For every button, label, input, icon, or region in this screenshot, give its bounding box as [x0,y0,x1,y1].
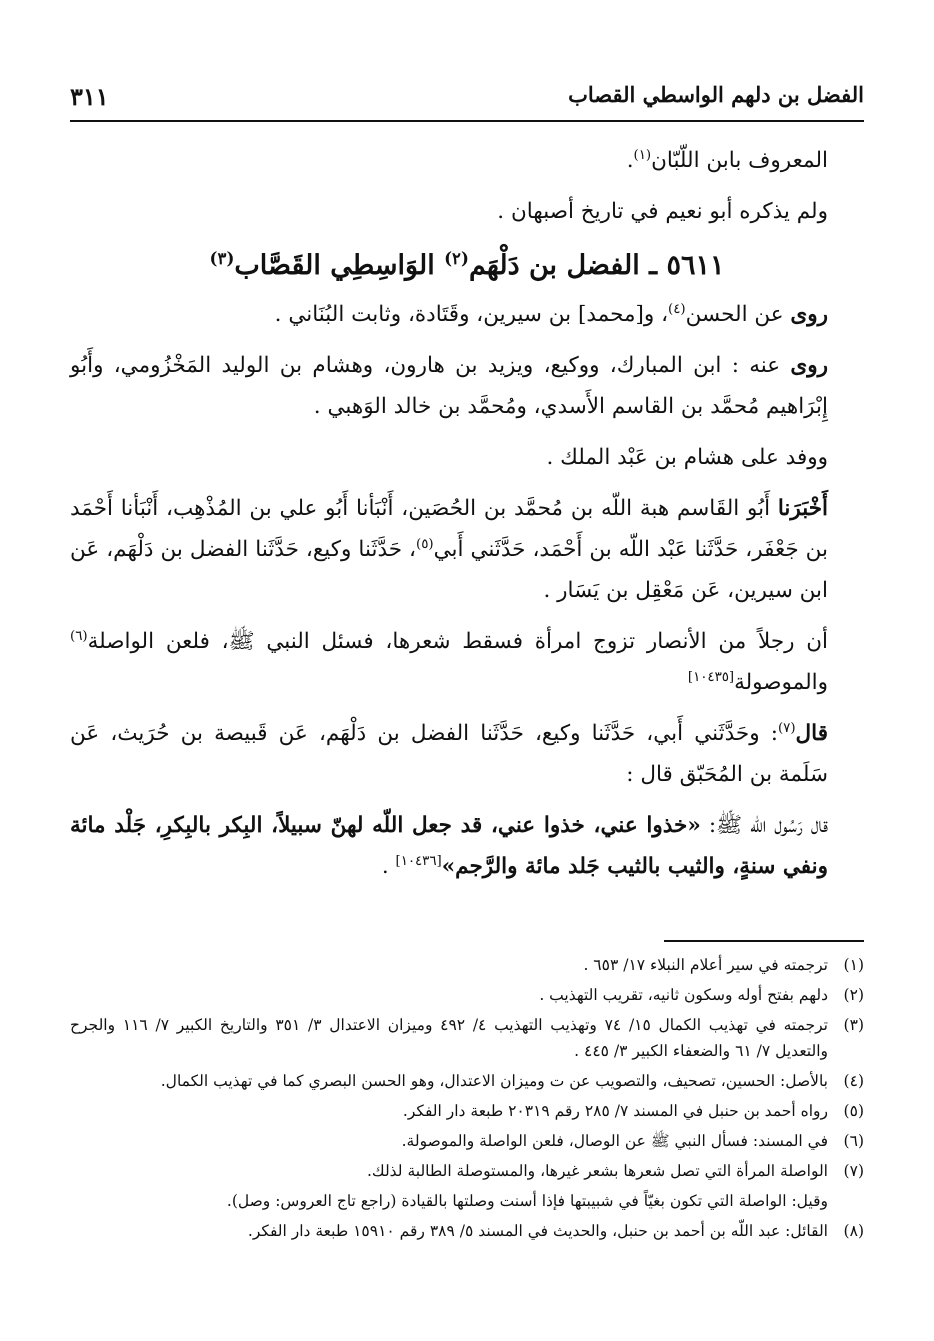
paragraph-hadith-2 [70,805,864,887]
footnote-ref-5: (٥) [416,536,434,552]
footnote-number: (٤) [843,1072,864,1090]
hadith-ref-10436: [١٠٤٣٦] [395,853,442,869]
isnad-1-lead: أَخْبَرَنا [777,496,828,521]
paragraph-isnad-2 [70,713,864,795]
hadith-ref-10435: [١٠٤٣٥] [687,669,735,685]
footnote-divider [664,940,864,942]
narrated-from-lead: روى [790,302,828,327]
footnote-text: الواصلة المرأة التي تصل شعرها بشعر غيرها، والمستوصلة الطالبة لذلك. [366,1162,828,1180]
hadith-2-a: قال رَسُول اللّه ﷺ: [700,813,828,838]
running-header [70,76,864,122]
footnote-ref-3: (٣) [209,248,235,268]
footnote-number: (١) [843,956,864,974]
footnote-ref-1: (١) [633,147,652,163]
running-title: الفضل بن دلهم الواسطي القصاب [568,82,864,107]
entry-heading-prefix: ٥٦١١ ـ الفضل بن دَلْهَم [468,250,725,281]
footnote-number: (٣) [843,1016,864,1034]
footnote-text: ترجمته في سير أعلام النبلاء ١٧/ ٦٥٣ . [583,956,828,974]
narrators-lead: روى [790,353,828,378]
footnote-number: (٥) [843,1102,864,1120]
footnote-ref-2: (٢) [444,248,469,268]
isnad-2-text: : وحَدَّثَني أَبي، حَدَّثَنا وكيع، حَدَّثَنا الفضل بن دَلْهَم، عَن قَبيصة بن حُرَيث، عَن سَلَمة بن المُحَبّق قال : [70,721,828,787]
hadith-2-quote: «خذوا عني، خذوا عني، قد جعل اللّه لهنّ سبيلاً، البِكر بالبِكرِ، جَلْد مائة ونفي سنةٍ، والثيب بالثيب جَلد مائة والرَّجم» [70,813,828,879]
isnad-1-b: ، حَدَّثَنا وكيع، حَدَّثَنا الفضل بن دَلْهَم، عَن ابن سيرين، عَن مَعْقِل بن يَسَار . [70,537,828,603]
footnote-text: ترجمته في تهذيب الكمال ١٥/ ٧٤ وتهذيب التهذيب ٤/ ٤٩٢ وميزان الاعتدال ٣/ ٣٥١ والتاريخ الكبير ٧/ ١١٦ والجرح والتعديل ٧/ ٦١ والضعفاء الكبير ٣/ ٤٤٥ . [70,1016,828,1060]
paragraph-isnad-1 [70,488,864,611]
footnote-text: دلهم بفتح أوله وسكون ثانيه، تقريب التهذيب . [539,986,828,1004]
footnote-item [70,1158,864,1184]
entry-heading [70,242,864,290]
footnote-item [70,1068,864,1094]
entry-heading-middle: الوَاسِطِي القَصَّاب [234,250,445,281]
footnote-text: في المسند: فسأل النبي ﷺ عن الوصال، فلعن الواصلة والموصولة. [401,1132,828,1150]
paragraph-hadith-1 [70,621,864,703]
footnote-ref-6: (٦) [70,628,88,644]
footnote-number: (٨) [843,1222,864,1240]
footnote-item [70,1098,864,1124]
footnote-item [70,982,864,1008]
footnote-number: (٦) [843,1132,864,1150]
paragraph-2: ولم يذكره أبو نعيم في تاريخ أصبهان . [497,199,828,224]
footnote-text: رواه أحمد بن حنبل في المسند ٧/ ٢٨٥ رقم ٢٠٣١٩ طبعة دار الفكر. [402,1102,828,1120]
narrated-from-a: عن الحسن [685,302,791,327]
footnote-number: (٧) [843,1162,864,1180]
narrators-text: عنه : ابن المبارك، ووكيع، ويزيد بن هارون، وهشام بن الوليد المَخْزُومي، وأَبُو إِبْرَاهيم مُحمَّد بن القاسم الأَسدي، ومُحمَّد بن خالد الوَهبي . [70,353,828,419]
paragraph-5: ووفد على هشام بن عَبْد الملك . [546,445,828,470]
footnote-text: القائل: عبد اللّه بن أحمد بن حنبل، والحديث في المسند ٥/ ٣٨٩ رقم ١٥٩١٠ طبعة دار الفكر. [247,1222,828,1240]
hadith-1-b: والموصولة [734,670,828,695]
main-text [70,140,864,897]
paragraph-narrators [70,345,864,427]
paragraph-narrated-from [70,294,864,335]
footnote-ref-7: (٧) [777,720,796,736]
footnote-text: بالأصل: الحسين، تصحيف، والتصويب عن ت وميزان الاعتدال، وهو الحسن البصري كما في تهذيب الكمال. [160,1072,828,1090]
isnad-2-lead: قال [795,721,828,746]
footnote-ref-4: (٤) [668,301,686,317]
narrated-from-b: ، و[محمد] بن سيرين، وقَتَادة، وثابت البُنَاني . [274,302,669,327]
hadith-1-a: أن رجلاً من الأنصار تزوج امرأة فسقط شعرها، فسئل النبي ﷺ، فلعن الواصلة [87,629,828,654]
hadith-2-end: . [381,854,396,879]
footnote-item [70,1012,864,1064]
footnote-item [70,952,864,978]
footnote-continuation: وقيل: الواصلة التي تكون بغيّاً في شبيبتها فإذا أسنت وصلتها بالقيادة (راجع تاج العروس: وصل). [226,1192,828,1210]
page-number: ٣١١ [70,82,109,111]
footnotes [70,952,864,1248]
paragraph-1 [70,140,864,181]
paragraph-1-end: . [626,148,634,173]
paragraph-1-text: المعروف بابن اللّبّان [651,148,828,173]
footnote-item [70,1128,864,1154]
footnote-item [70,1218,864,1244]
footnote-number: (٢) [843,986,864,1004]
isnad-1-a: أَبُو القَاسم هبة اللّه بن مُحمَّد بن الحُصَين، أَنْبَأنا أَبُو علي بن المُذْهِب، أَنْبَأنا أَحْمَد بن جَعْفَر، حَدَّثَنا عَبْد اللّه بن أَحْمَد، حَدَّثَني أَبي [70,496,828,562]
